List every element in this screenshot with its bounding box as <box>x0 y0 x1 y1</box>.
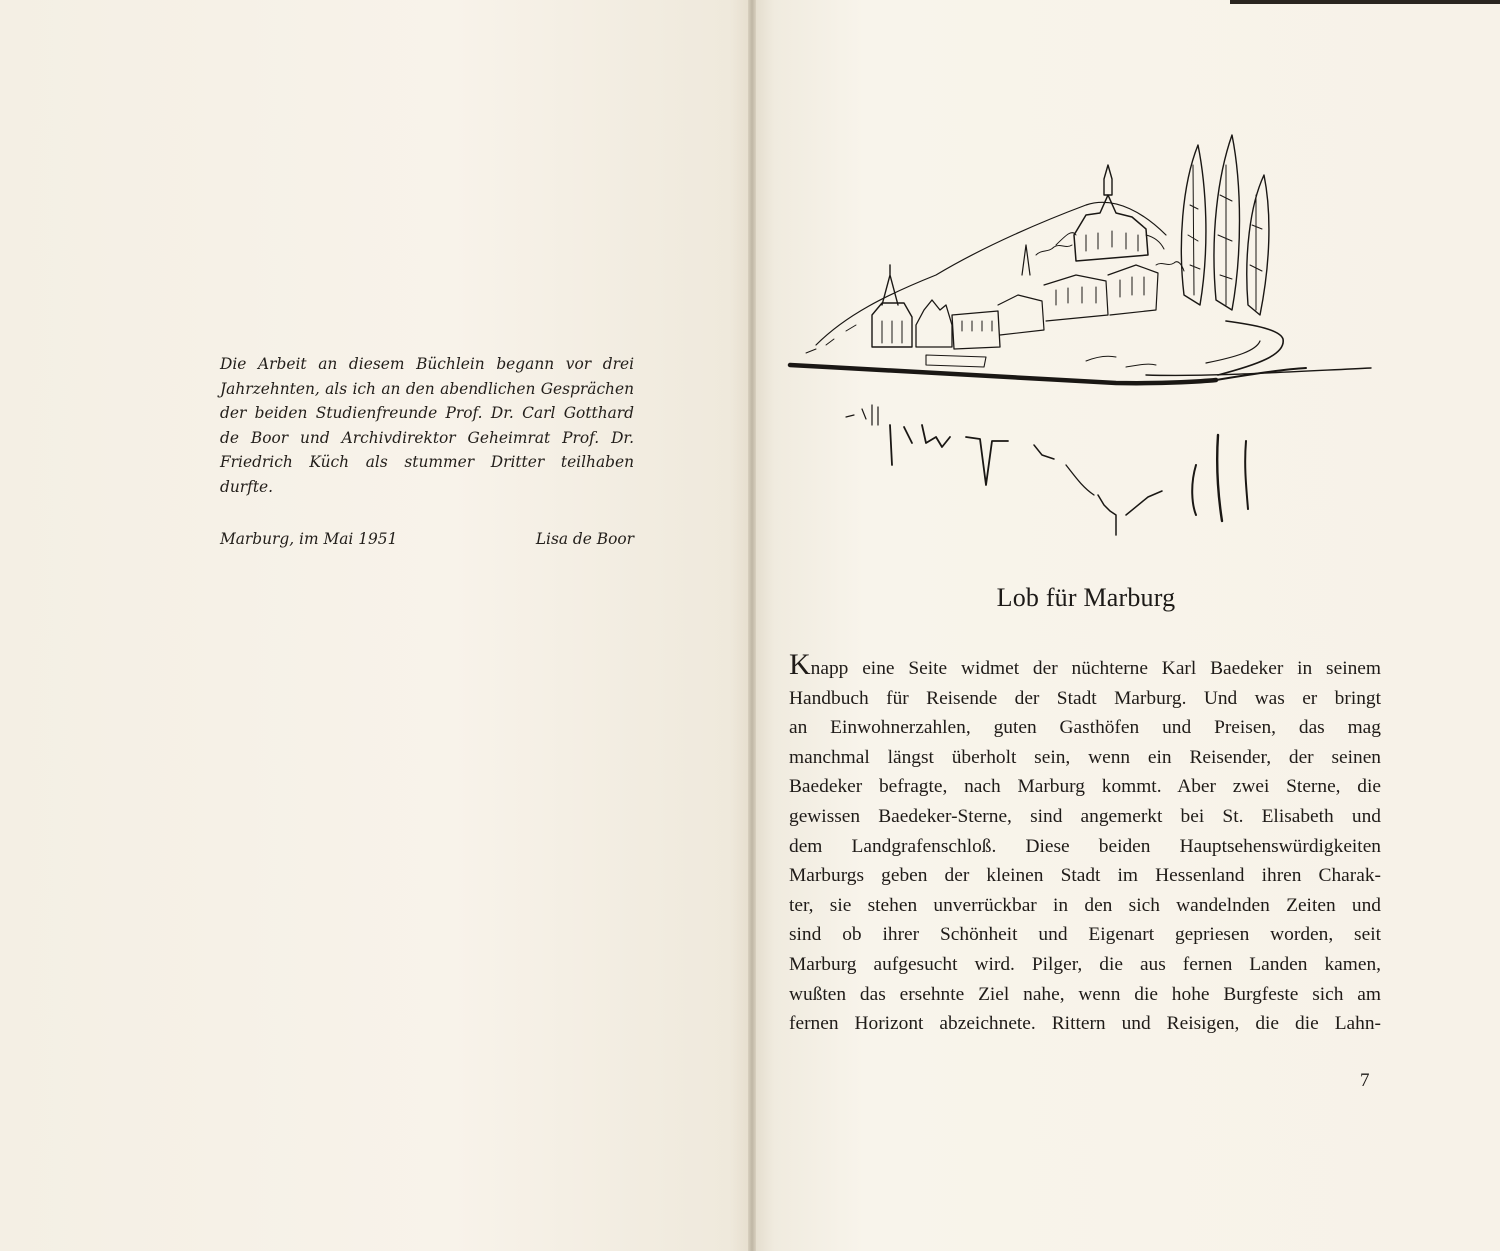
dedication-line: Jahrzehnten, als ich an den abendlichen Gesprächen <box>220 379 634 398</box>
book-gutter <box>748 0 756 1251</box>
dedication-line: der beiden Studienfreunde Prof. Dr. Carl Gotthard <box>220 404 634 422</box>
body-text <box>789 648 1381 1039</box>
dedication-line: Friedrich Küch als stummer Dritter teilhaben <box>220 453 634 471</box>
body-line: Marburg aufgesucht wird. Pilger, die aus fernen Landen kamen, <box>789 953 1381 975</box>
page-number: 7 <box>1360 1070 1370 1091</box>
dedication-signoff <box>220 527 634 551</box>
body-line: gewissen Baedeker-Sterne, sind angemerkt bei St. Elisabeth und <box>789 805 1381 827</box>
dedication-line: de Boor und Archivdirektor Geheimrat Prof. Dr. <box>220 428 634 447</box>
dedication-line: durfte. <box>220 477 274 496</box>
body-line: Handbuch für Reisende der Stadt Marburg. Und was er bringt <box>789 687 1381 709</box>
body-line: an Einwohnerzahlen, guten Gasthöfen und Preisen, das mag <box>789 717 1381 739</box>
dedication-text <box>220 352 634 499</box>
first-line <box>789 648 1381 684</box>
marburg-sketch-illustration <box>786 125 1376 545</box>
body-line: dem Landgrafenschloß. Diese beiden Hauptsehenswürdigkeiten <box>789 835 1381 857</box>
body-line: sind ob ihrer Schönheit und Eigenart gepriesen worden, seit <box>789 924 1381 946</box>
first-line-text: napp eine Seite widmet der nüchterne Karl Baedeker in seinem <box>810 658 1381 679</box>
chapter-title: Lob für Marburg <box>996 583 1176 612</box>
place-date: Marburg, im Mai 1951 <box>220 530 398 548</box>
top-edge-shadow <box>1230 0 1500 4</box>
body-line: ter, sie stehen unverrückbar in den sich wandelnden Zeiten und <box>789 894 1381 916</box>
author-name: Lisa de Boor <box>535 530 634 548</box>
body-line: fernen Horizont abzeichnete. Rittern und Reisigen, die die Lahn- <box>789 1013 1381 1035</box>
dedication-line: Die Arbeit an diesem Büchlein begann vor drei <box>220 355 634 373</box>
body-line: Baedeker befragte, nach Marburg kommt. Aber zwei Sterne, die <box>789 776 1381 798</box>
body-line: Marburgs geben der kleinen Stadt im Hessenland ihren Charak- <box>789 865 1381 887</box>
drop-cap: K <box>789 648 811 681</box>
body-line: wußten das ersehnte Ziel nahe, wenn die hohe Burgfeste sich am <box>789 983 1381 1005</box>
body-line: manchmal längst überholt sein, wenn ein Reisender, der seinen <box>789 746 1381 768</box>
